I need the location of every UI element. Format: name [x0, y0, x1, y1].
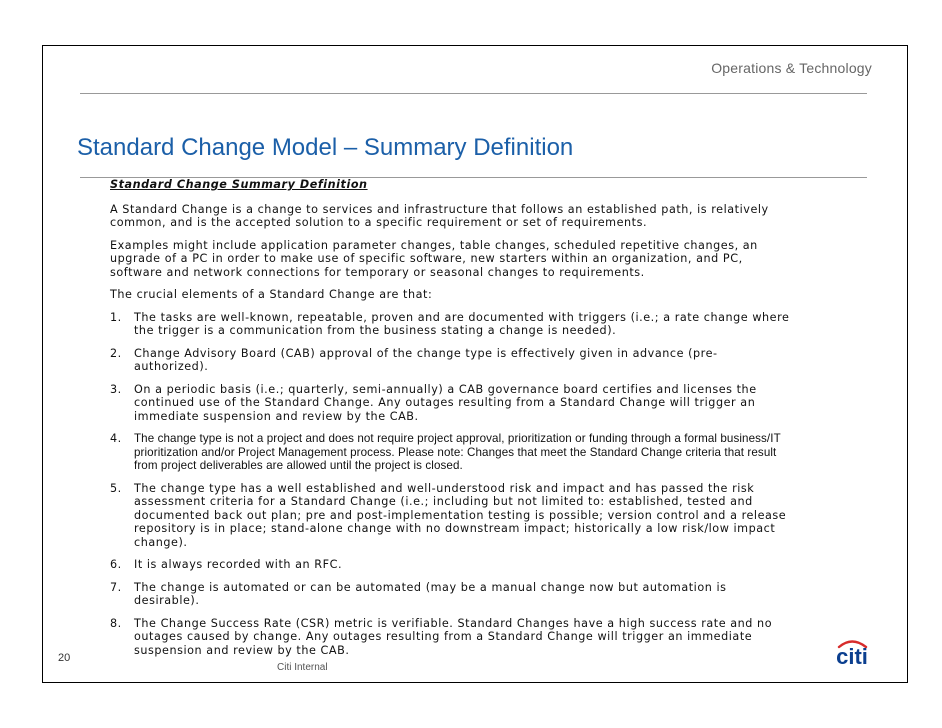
list-item-text: The change type is not a project and does not require project approval, prioritization or funding through a formal business/IT prioritization and/or Project Management process. Please note: Changes that meet the Standard Change criteria that result from project deliverables are allowed until the project is closed.: [134, 432, 781, 472]
page-title: Standard Change Model – Summary Definition: [77, 134, 574, 161]
section-heading: Standard Change Summary Definition: [110, 178, 368, 191]
list-item-text: It is always recorded with an RFC.: [134, 558, 343, 571]
list-item: [110, 617, 790, 658]
list-item-text: The tasks are well-known, repeatable, proven and are documented with triggers (i.e.; a rate change where the trigger is a communication from the business stating a change is needed).: [134, 310, 790, 337]
citi-logo: [825, 638, 879, 666]
list-item-text: Change Advisory Board (CAB) approval of the change type is effectively given in advance (pre-authorized).: [134, 346, 718, 373]
list-item-number: 5.: [110, 481, 122, 495]
page-number: 20: [58, 652, 71, 664]
list-item: [110, 558, 790, 572]
list-item-text: On a periodic basis (i.e.; quarterly, semi-annually) a CAB governance board certifies and licenses the continued use of the Standard Change. Any outages resulting from a Standard Change will trigger an immediate suspension and review by the CAB.: [134, 382, 757, 423]
list-item-text: The change is automated or can be automated (may be a manual change now but automation is desirable).: [134, 580, 727, 607]
list-item: [110, 581, 790, 608]
paragraph: Examples might include application parameter changes, table changes, scheduled repetitive changes, an upgrade of a PC in order to make use of specific software, new starters within an organization, and PC, software and network connections for temporary or seasonal changes to requirements.: [110, 238, 758, 279]
list-item-number: 3.: [110, 382, 122, 396]
criteria-list: [110, 311, 790, 658]
list-item-number: 2.: [110, 346, 122, 360]
content-body: [110, 178, 790, 666]
classification-label: Citi Internal: [277, 662, 328, 673]
list-item-number: 1.: [110, 310, 122, 324]
list-item: [110, 432, 790, 473]
paragraph: A Standard Change is a change to services and infrastructure that follows an established path, is relatively common, and is the accepted solution to a specific requirement or set of requirements.: [110, 202, 769, 229]
list-item-number: 6.: [110, 558, 122, 571]
paragraph: The crucial elements of a Standard Change are that:: [110, 288, 433, 301]
list-item: [110, 383, 790, 424]
list-item: [110, 311, 790, 338]
brand-label: Operations & Technology: [711, 60, 872, 76]
list-item-text: The change type has a well established and well-understood risk and impact and has passed the risk assessment criteria for a Standard Change (i.e.; including but not limited to: established, tested and documented back out plan; pre and post-implementation testing is possible; version control and a release repository is in place; stand-alone change with no downstream impact; historically a low risk/low impact change).: [134, 481, 787, 549]
logo-text: citi: [836, 644, 868, 666]
list-item: [110, 347, 790, 374]
header-divider: [80, 93, 867, 94]
list-item-text: The Change Success Rate (CSR) metric is verifiable. Standard Changes have a high success rate and no outages caused by change. Any outages resulting from a Standard Change will trigger an immediate suspension and review by the CAB.: [134, 616, 773, 657]
list-item-number: 7.: [110, 580, 122, 594]
list-item: [110, 482, 790, 550]
list-item-number: 4.: [110, 432, 122, 445]
list-item-number: 8.: [110, 616, 122, 630]
